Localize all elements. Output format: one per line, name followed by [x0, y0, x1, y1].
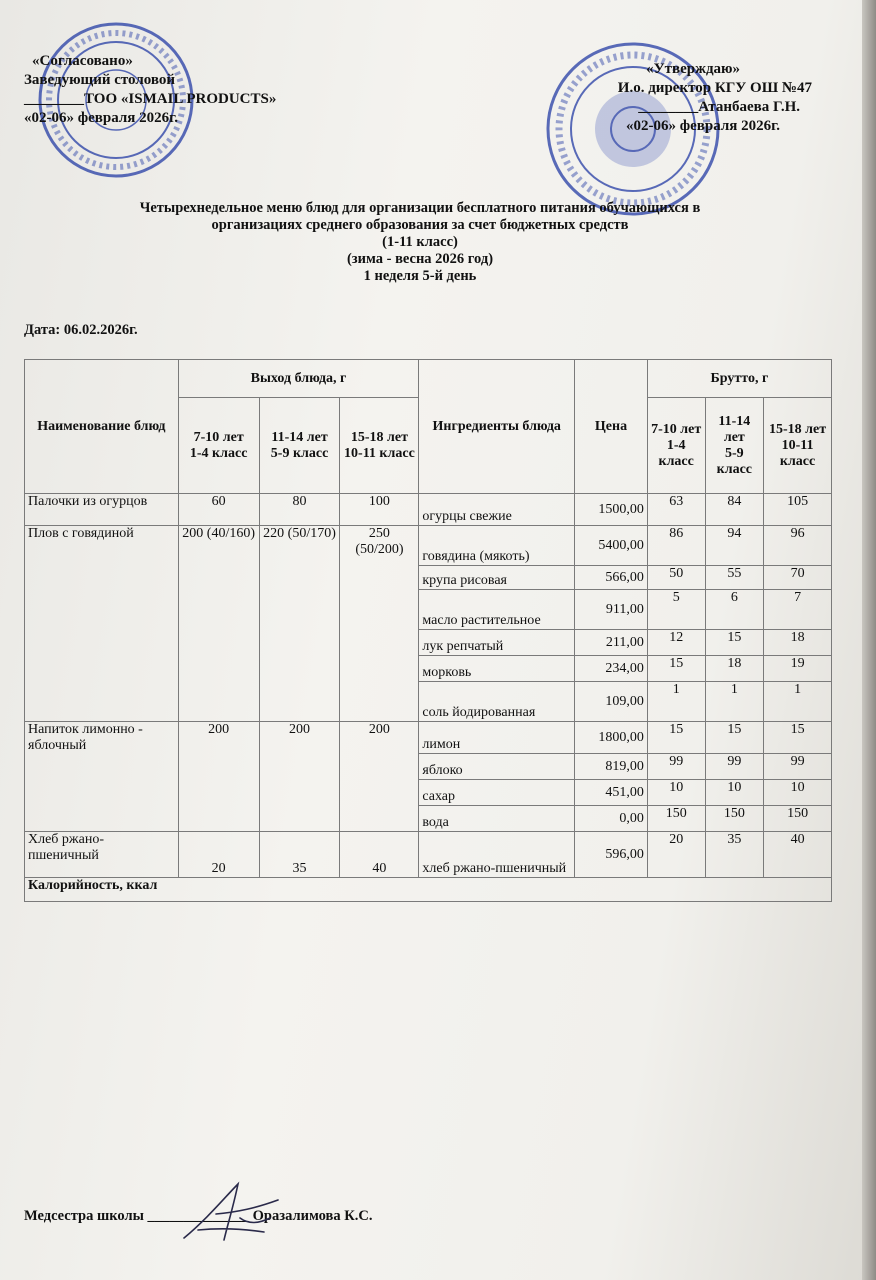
- agreed-date: «02-06» февраля 2026г.: [24, 110, 179, 126]
- header-output-group-1: [178, 398, 259, 494]
- company-line: ________ТОО «ISMAIL PRODUCTS»: [24, 91, 277, 107]
- gross-weight: 5: [647, 590, 705, 630]
- dish-output: 250 (50/200): [340, 526, 419, 722]
- approved-label: «Утверждаю»: [646, 61, 740, 77]
- gross-weight: 18: [705, 656, 764, 682]
- ingredient-price: 911,00: [575, 590, 648, 630]
- ingredient-price: 451,00: [575, 780, 648, 806]
- gross-weight: 1: [705, 682, 764, 722]
- gross-weight: 150: [764, 806, 832, 832]
- age-label: 7-10 лет: [193, 429, 244, 445]
- gross-weight: 50: [647, 566, 705, 590]
- ingredient-price: 109,00: [575, 682, 648, 722]
- dish-output: 100: [340, 494, 419, 526]
- ingredient-name: вода: [419, 806, 575, 832]
- ingredient-price: 566,00: [575, 566, 648, 590]
- gross-weight: 7: [764, 590, 832, 630]
- header-gross-group-2: [705, 398, 764, 494]
- header-output-group-3: [340, 398, 419, 494]
- gross-weight: 63: [647, 494, 705, 526]
- agreed-label: «Согласовано»: [32, 53, 133, 69]
- dish-output: 20: [178, 832, 259, 878]
- table-row: [25, 494, 832, 526]
- header-gross-group-1: [647, 398, 705, 494]
- dish-name: Напиток лимонно - яблочный: [25, 722, 179, 832]
- gross-weight: 86: [647, 526, 705, 566]
- ingredient-name: сахар: [419, 780, 575, 806]
- ingredient-price: 211,00: [575, 630, 648, 656]
- gross-weight: 12: [647, 630, 705, 656]
- approval-block-left: [24, 52, 276, 128]
- gross-weight: 15: [705, 722, 764, 754]
- ingredient-name: яблоко: [419, 754, 575, 780]
- ingredient-name: огурцы свежие: [419, 494, 575, 526]
- gross-weight: 10: [647, 780, 705, 806]
- grade-label: 10-11 класс: [779, 437, 816, 469]
- dish-output: 60: [178, 494, 259, 526]
- table-row: [25, 722, 832, 754]
- ingredient-price: 5400,00: [575, 526, 648, 566]
- gross-weight: 96: [764, 526, 832, 566]
- grade-label: 1-4 класс: [189, 445, 248, 461]
- grade-label: 1-4 класс: [658, 437, 694, 469]
- title-line-3: (1-11 класс): [382, 234, 458, 250]
- table-row: [25, 526, 832, 566]
- header-ingredients: Ингредиенты блюда: [419, 360, 575, 494]
- menu-date: Дата: 06.02.2026г.: [24, 322, 138, 338]
- gross-weight: 1: [647, 682, 705, 722]
- approved-date: «02-06» февраля 2026г.: [625, 118, 780, 134]
- menu-table-body: [25, 360, 832, 902]
- header-price: Цена: [575, 360, 648, 494]
- dish-output: 40: [340, 832, 419, 878]
- ingredient-name: крупа рисовая: [419, 566, 575, 590]
- ingredient-name: хлеб ржано-пшеничный: [419, 832, 575, 878]
- ingredient-price: 596,00: [575, 832, 648, 878]
- gross-weight: 105: [764, 494, 832, 526]
- gross-weight: 15: [764, 722, 832, 754]
- dish-output: 200: [340, 722, 419, 832]
- gross-weight: 99: [647, 754, 705, 780]
- header-gross: Брутто, г: [647, 360, 831, 398]
- signature-blank: ______________: [147, 1208, 250, 1224]
- menu-title: [40, 200, 800, 285]
- approval-block-right: [572, 60, 812, 136]
- ingredient-price: 1800,00: [575, 722, 648, 754]
- gross-weight: 19: [764, 656, 832, 682]
- gross-weight: 15: [705, 630, 764, 656]
- nurse-label: Медсестра школы: [24, 1208, 144, 1224]
- age-label: 7-10 лет: [651, 421, 702, 437]
- title-line-4: (зима - весна 2026 год): [346, 251, 494, 267]
- header-output-group-2: [259, 398, 340, 494]
- canteen-head-label: Заведующий столовой: [24, 72, 176, 88]
- dish-output: 200 (40/160): [178, 526, 259, 722]
- gross-weight: 70: [764, 566, 832, 590]
- dish-name: Плов с говядиной: [25, 526, 179, 722]
- dish-name: Палочки из огурцов: [25, 494, 179, 526]
- ingredient-price: 234,00: [575, 656, 648, 682]
- dish-output: 220 (50/170): [259, 526, 340, 722]
- grade-label: 5-9 класс: [716, 445, 753, 477]
- gross-weight: 55: [705, 566, 764, 590]
- gross-weight: 150: [647, 806, 705, 832]
- title-line-2: организациях среднего образования за счет бюджетных средств: [211, 217, 629, 233]
- age-label: 15-18 лет: [350, 429, 408, 445]
- ingredient-price: 1500,00: [575, 494, 648, 526]
- gross-weight: 99: [705, 754, 764, 780]
- gross-weight: 18: [764, 630, 832, 656]
- gross-weight: 150: [705, 806, 764, 832]
- title-line-1: Четырехнедельное меню блюд для организации бесплатного питания обучающихся в: [139, 200, 701, 216]
- gross-weight: 15: [647, 656, 705, 682]
- gross-weight: 40: [764, 832, 832, 878]
- page-edge-shadow: [862, 0, 876, 1280]
- menu-table: [24, 359, 832, 902]
- age-label: 15-18 лет: [769, 421, 827, 437]
- dish-name: Хлеб ржано-пшеничный: [25, 832, 179, 878]
- dish-output: 80: [259, 494, 340, 526]
- header-gross-group-3: [764, 398, 832, 494]
- gross-weight: 84: [705, 494, 764, 526]
- gross-weight: 35: [705, 832, 764, 878]
- ingredient-name: масло растительное: [419, 590, 575, 630]
- handwritten-signature: [178, 1178, 288, 1248]
- gross-weight: 15: [647, 722, 705, 754]
- ingredient-name: лук репчатый: [419, 630, 575, 656]
- director-name: ________Атанбаева Г.Н.: [638, 99, 800, 115]
- calories-row: [25, 878, 832, 902]
- header-output: Выход блюда, г: [178, 360, 419, 398]
- ingredient-price: 0,00: [575, 806, 648, 832]
- gross-weight: 6: [705, 590, 764, 630]
- ingredient-name: соль йодированная: [419, 682, 575, 722]
- nurse-name: Оразалимова К.С.: [252, 1208, 373, 1224]
- title-line-5: 1 неделя 5-й день: [363, 268, 477, 284]
- gross-weight: 99: [764, 754, 832, 780]
- gross-weight: 94: [705, 526, 764, 566]
- dish-output: 200: [259, 722, 340, 832]
- ingredient-name: лимон: [419, 722, 575, 754]
- ingredient-price: 819,00: [575, 754, 648, 780]
- ingredient-name: морковь: [419, 656, 575, 682]
- table-row: [25, 832, 832, 878]
- gross-weight: 10: [764, 780, 832, 806]
- calories-label: Калорийность, ккал: [25, 878, 832, 902]
- header-dish-name: Наименование блюд: [25, 360, 179, 494]
- gross-weight: 1: [764, 682, 832, 722]
- director-label: И.о. директор КГУ ОШ №47: [617, 80, 812, 96]
- age-label: 11-14 лет: [718, 413, 751, 445]
- dish-output: 35: [259, 832, 340, 878]
- gross-weight: 10: [705, 780, 764, 806]
- grade-label: 10-11 класс: [344, 445, 415, 461]
- age-label: 11-14 лет: [271, 429, 328, 445]
- ingredient-name: говядина (мякоть): [419, 526, 575, 566]
- dish-output: 200: [178, 722, 259, 832]
- grade-label: 5-9 класс: [270, 445, 329, 461]
- gross-weight: 20: [647, 832, 705, 878]
